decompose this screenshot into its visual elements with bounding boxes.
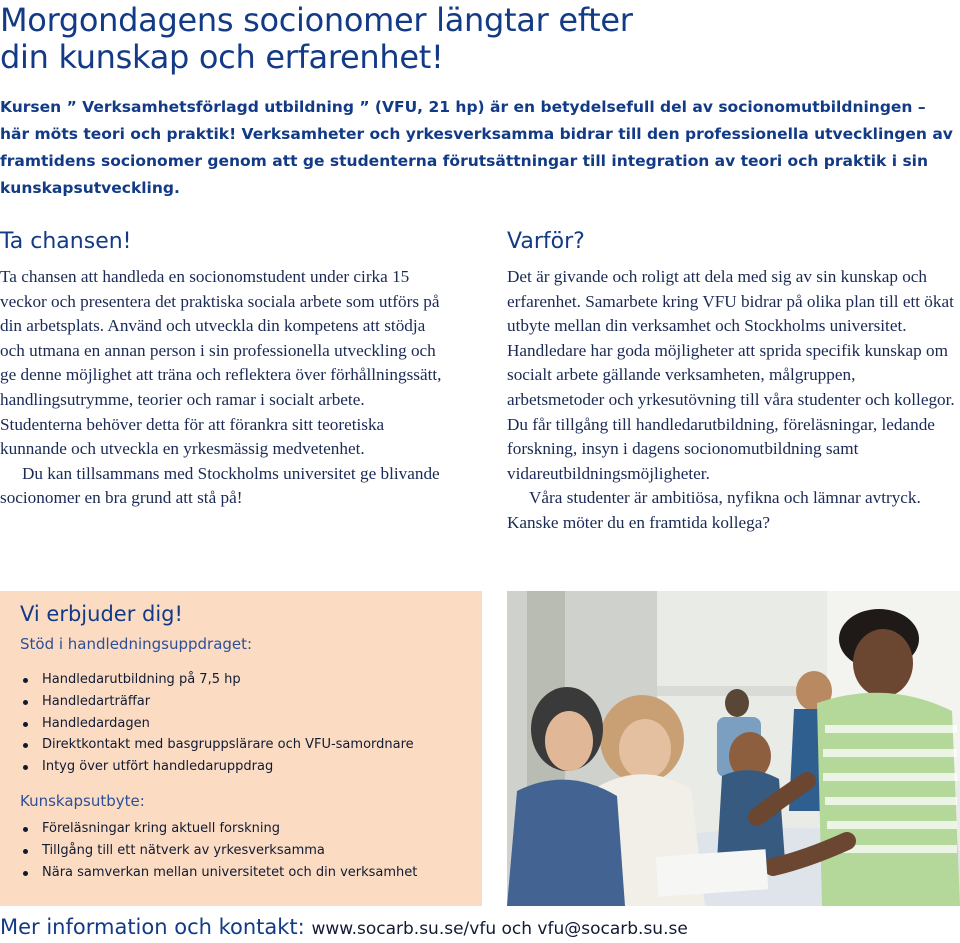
offer-box xyxy=(0,591,482,906)
headline xyxy=(0,2,940,76)
offer-title: Vi erbjuder dig! xyxy=(20,602,183,626)
list-item: Intyg över utfört handledaruppdrag xyxy=(20,756,414,778)
list-item: Tillgång till ett nätverk av yrkesverksamma xyxy=(20,840,417,862)
left-heading: Ta chansen! xyxy=(0,229,132,254)
footer-label: Mer information och kontakt: xyxy=(0,915,305,939)
offer-subheading-exchange: Kunskapsutbyte: xyxy=(20,792,145,810)
headline-line-1: Morgondagens socionomer längtar efter xyxy=(0,1,633,39)
intro-paragraph: Kursen ” Verksamhetsförlagd utbildning ” (VFU, 21 hp) är en betydelsefull del av socionomutbildningen – här möts teori och praktik! Verksamheter och yrkesverksamma bidrar till den professionella utvecklingen av framtidens socionomer genom att ge studenterna förutsättningar till integration av teori och praktik i sin kunskapsutveckling. xyxy=(0,98,953,197)
footer xyxy=(0,913,955,943)
right-column xyxy=(507,225,957,536)
list-item: Handledarträffar xyxy=(20,691,414,713)
left-paragraph-1: Ta chansen att handleda en socionomstudent under cirka 15 veckor och presentera det praktiska sociala arbete som utförs på din arbetsplats. Använd och utveckla din kompetens att stödja och utmana en annan person i sin professionella utveckling och ge denne möjlighet att träna och reflektera över förhållningssätt, handlingsutrymme, teorier och ramar i socialt arbete. Studenterna behöver detta för att förankra sitt teoretiska kunnande och utveckla en yrkesmässig medvetenhet. xyxy=(0,267,442,459)
headline-line-2: din kunskap och erfarenhet! xyxy=(0,38,444,76)
right-paragraph-2: Våra studenter är ambitiösa, nyfikna och lämnar avtryck. Kanske möter du en framtida kollega? xyxy=(507,488,921,532)
contact-link[interactable]: www.socarb.su.se/vfu och vfu@socarb.su.se xyxy=(311,919,688,939)
list-item: Föreläsningar kring aktuell forskning xyxy=(20,818,417,840)
list-item: Nära samverkan mellan universitetet och din verksamhet xyxy=(20,862,417,884)
list-item: Handledardagen xyxy=(20,713,414,735)
list-item: Direktkontakt med basgruppslärare och VFU-samordnare xyxy=(20,734,414,756)
list-item: Handledarutbildning på 7,5 hp xyxy=(20,669,414,691)
students-photo xyxy=(507,591,960,906)
left-column xyxy=(0,225,450,511)
exchange-list xyxy=(20,818,417,883)
support-list xyxy=(20,669,414,778)
right-paragraph-1: Det är givande och roligt att dela med sig av sin kunskap och erfarenhet. Samarbete kring VFU bidrar på olika plan till ett ökat utbyte mellan din verksamhet och Stockholms universitet. Handledare har goda möjligheter att sprida specifik kunskap om socialt arbete gällande verksamheten, målgruppen, arbetsmetoder och yrkesutövning till våra studenter och kollegor. Du får tillgång till handledarutbildning, föreläsningar, ledande forskning, insyn i dagens socionomutbildning samt vidareutbildningsmöjligheter. xyxy=(507,267,955,483)
offer-subheading-support: Stöd i handledningsuppdraget: xyxy=(20,635,253,653)
left-paragraph-2: Du kan tillsammans med Stockholms universitet ge blivande socionomer en bra grund att stå på! xyxy=(0,463,440,508)
right-heading: Varför? xyxy=(507,229,585,254)
